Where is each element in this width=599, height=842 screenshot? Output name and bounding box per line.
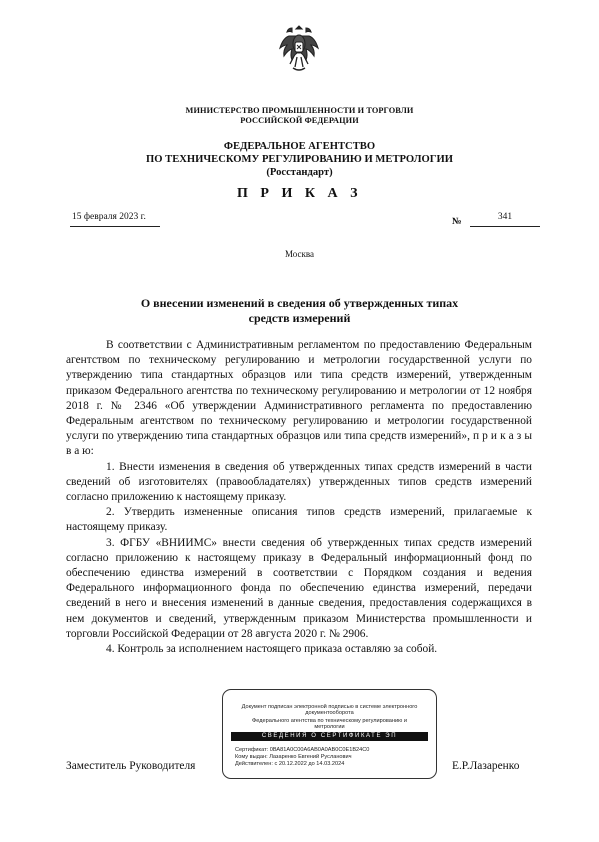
order-number: 341 (497, 212, 513, 222)
document-type-title: П Р И К А З (237, 186, 362, 201)
order-heading-line-2: средств измерений (248, 311, 351, 325)
stamp-line-2: Федерального агентства по техническому регулированию и (251, 718, 407, 724)
body-paragraph-preamble: В соответствии с Административным регламентом по предоставлению Федеральным агентством по техническому регулированию и метрологии государственной услуги по утверждению типа стандартных образцов или типа средств измерений, утвержденным приказом Федерального агентства по техническому регулированию и метрологии от 12 ноября 2018 г. № 2346 «Об утверждении Административного регламента по предоставлению Федеральным агентством по техническому регулированию и метрологии государственной услуги по утверждению типа стандартных образцов или типа средств измерений», п р и к а з ы в а ю: (66, 339, 532, 458)
coat-of-arms-icon (275, 20, 323, 76)
order-number-label: № (452, 217, 462, 227)
stamp-banner: СВЕДЕНИЯ О СЕРТИФИКАТЕ ЭП (231, 732, 428, 741)
body-paragraph-item-2: 2. Утвердить измененные описания типов средств измерений, прилагаемые к настоящему приказу. (66, 506, 532, 534)
order-heading-line-1: О внесении изменений в сведения об утвержденных типах (140, 296, 459, 310)
body-paragraph-item-4: 4. Контроль за исполнением настоящего приказа оставляю за собой. (106, 643, 438, 656)
stamp-validity: Действителен: с 20.12.2022 до 14.03.2024 (235, 761, 345, 767)
city: Москва (285, 249, 314, 259)
agency-name-line-3: (Росстандарт) (266, 167, 333, 178)
order-date: 15 февраля 2023 г. (72, 212, 146, 222)
body-paragraph-item-3: 3. ФГБУ «ВНИИМС» внести сведения об утвержденных типах средств измерений согласно приложению к настоящему приказу в Федеральный информационный фонд по обеспечению единства измерений в соответствии с Порядком создания и ведения Федерального информационного фонда по обеспечению единства измерений, передачи сведений в него и внесения изменений в данные сведения, предоставления содержащихся в нем документов и сведений, утвержденным приказом Министерства промышленности и торговли Российской Федерации от 28 августа 2020 г. № 2906. (66, 536, 532, 640)
stamp-issued-to: Кому выдан: Лазаренко Евгений Русланович (235, 754, 352, 760)
signatory-name: Е.Р.Лазаренко (452, 760, 520, 772)
ministry-name-line-2: РОССИЙСКОЙ ФЕДЕРАЦИИ (240, 116, 359, 125)
ministry-name-line-1: МИНИСТЕРСТВО ПРОМЫШЛЕННОСТИ И ТОРГОВЛИ (185, 106, 414, 115)
order-body (66, 338, 532, 657)
agency-name-line-1: ФЕДЕРАЛЬНОЕ АГЕНТСТВО (223, 141, 376, 152)
number-underline (470, 226, 540, 227)
date-underline (70, 226, 160, 227)
stamp-line-3: метрологии (314, 724, 345, 730)
electronic-signature-stamp (222, 689, 437, 779)
stamp-line-1: Документ подписан электронной подписью в системе электронного документооборота (241, 704, 418, 717)
body-paragraph-item-1: 1. Внести изменения в сведения об утвержденных типах средств измерений в части сведений об изготовителях (правообладателях) утвержденных типов средств измерений согласно приложению к настоящему приказу. (66, 460, 532, 504)
agency-name-line-2: ПО ТЕХНИЧЕСКОМУ РЕГУЛИРОВАНИЮ И МЕТРОЛОГИИ (146, 154, 453, 165)
signatory-position: Заместитель Руководителя (66, 760, 196, 772)
stamp-certificate: Сертификат: 0ВА81А0С00А6АВ0А0АВ0С0Е1В24С0 (235, 747, 370, 753)
